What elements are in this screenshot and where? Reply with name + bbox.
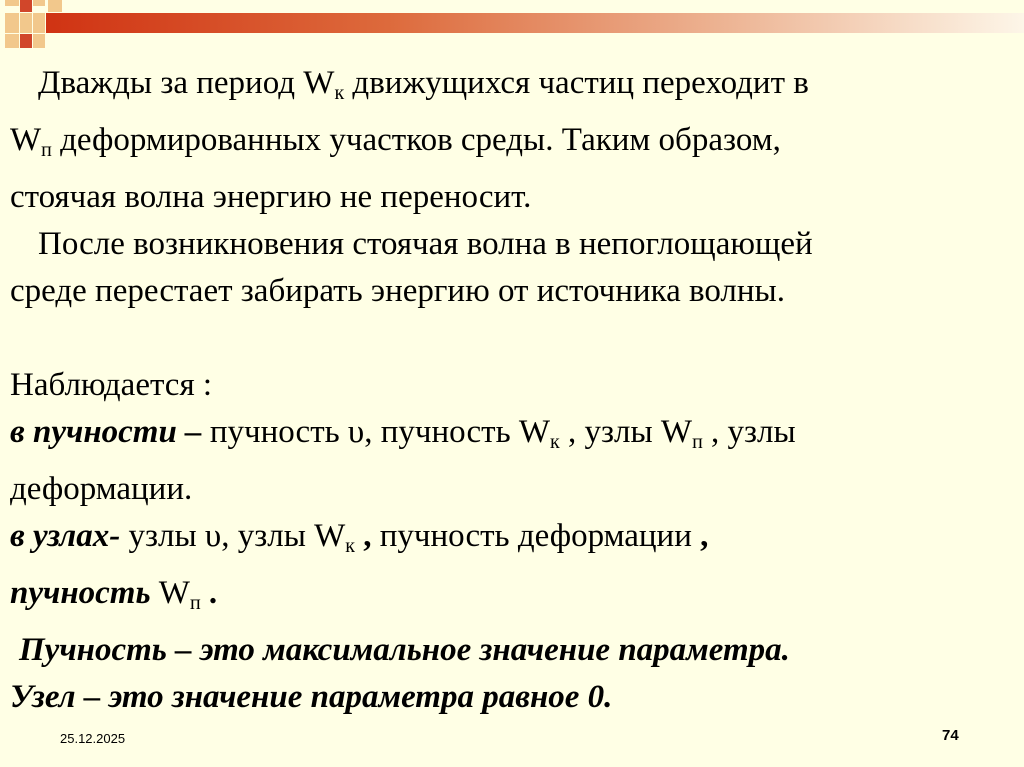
text: Наблюдается :	[10, 367, 213, 403]
subscript: к	[334, 82, 345, 104]
definition-antinode	[10, 627, 1010, 674]
deco-square	[20, 34, 32, 48]
text: После возникновения стоячая волна в непоглощающей	[38, 226, 813, 262]
deco-square	[5, 13, 19, 33]
deco-square	[20, 0, 32, 12]
text: W	[150, 575, 190, 611]
subscript: п	[189, 592, 201, 614]
slide-body	[10, 60, 1010, 721]
text: стоячая волна энергию не переносит.	[10, 179, 532, 215]
text: движущихся частиц переходит в	[344, 65, 809, 101]
text: пучность деформации	[379, 518, 692, 554]
observed-heading	[10, 362, 1010, 409]
text: Узел – это значение параметра равное 0.	[10, 679, 613, 715]
deco-square	[20, 13, 32, 33]
text: Дважды за период W	[38, 65, 335, 101]
nodes-label-2: пучность	[10, 575, 151, 611]
deco-square	[5, 0, 19, 6]
deco-square	[33, 34, 45, 48]
antinodes-label: в пучности –	[10, 414, 202, 450]
text: пучность υ, пучность W	[201, 414, 551, 450]
text: .	[200, 575, 218, 611]
subscript: п	[41, 139, 52, 161]
text: среде перестает забирать энергию от источника волны.	[10, 273, 785, 309]
text: W	[10, 122, 42, 158]
text: узлы υ, узлы W	[120, 518, 346, 554]
title-bar	[46, 13, 1024, 33]
spacer	[10, 315, 1010, 362]
paragraph-no-absorption	[10, 221, 1010, 268]
paragraph-energy-transfer-cont	[10, 117, 1010, 221]
header-decoration	[0, 0, 1024, 60]
deco-square	[33, 13, 45, 33]
text: ,	[691, 518, 709, 554]
antinodes-line	[10, 409, 1010, 513]
text: ,	[355, 518, 380, 554]
nodes-label: в узлах-	[10, 518, 121, 554]
subscript: к	[550, 431, 560, 453]
deco-square	[48, 0, 62, 12]
page-number: 74	[942, 727, 959, 744]
definition-node	[10, 674, 1010, 721]
paragraph-no-absorption-cont	[10, 268, 1010, 315]
paragraph-energy-transfer	[10, 60, 1010, 117]
text: деформированных участков среды. Таким образом,	[51, 122, 781, 158]
text: , узлы	[702, 414, 796, 450]
text: деформации.	[10, 471, 193, 507]
deco-square	[5, 34, 19, 48]
footer-date: 25.12.2025	[60, 731, 126, 746]
nodes-line	[10, 513, 1010, 627]
deco-square	[33, 0, 45, 6]
subscript: п	[692, 431, 703, 453]
text: Пучность – это максимальное значение параметра.	[19, 632, 790, 668]
text: , узлы W	[559, 414, 693, 450]
subscript: к	[345, 535, 355, 557]
